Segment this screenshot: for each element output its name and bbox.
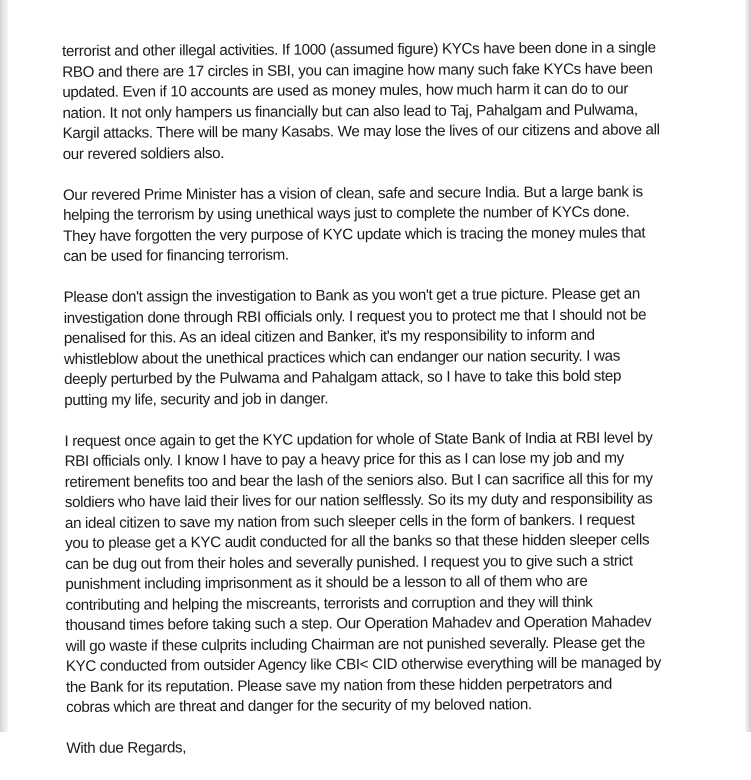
text-line: punishment including imprisonment as it should be a lesson to all of them who are [65, 572, 588, 593]
paragraph-prime-minister-vision [63, 182, 713, 268]
closing-salutation: With due Regards, [66, 739, 187, 757]
text-line: helping the terrorism by using unethical ways just to complete the number of KYCs done. [63, 203, 630, 224]
text-line: contributing and helping the miscreants, terrorists and corruption and they will think [65, 593, 593, 614]
page-edge-shadow-left [0, 0, 8, 732]
text-line: an ideal citizen to save my nation from such sleeper cells in the form of bankers. I request [64, 511, 635, 532]
text-line: RBO and there are 17 circles in SBI, you can imagine how many such fake KYCs have been [62, 59, 653, 81]
text-line: can be used for financing terrorism. [63, 246, 289, 265]
text-line: can be dug out from their holes and severally punished. I request you to give such a strict [65, 552, 633, 573]
text-line: retirement benefits too and bear the lash of the seniors also. But I can sacrifice all this for my [64, 469, 653, 491]
text-line: the Bank for its reputation. Please save my nation from these hidden perpetrators and [65, 675, 613, 696]
text-line: thousand times before taking such a step. Our Operation Mahadev and Operation Mahadev [65, 613, 652, 634]
text-line: nation. It not only hampers us financially but can also lead to Taj, Pahalgam and Pulwama, [62, 100, 638, 122]
text-line: whistleblow about the unethical practices which can endanger our nation security. I was [63, 347, 620, 368]
text-line: I request once again to get the KYC updation for whole of State Bank of India at RBI level by [64, 428, 653, 450]
text-line: penalised for this. As an ideal citizen and Banker, it's my responsibility to inform and [63, 326, 595, 347]
text-line: They have forgotten the very purpose of KYC update which is tracing the money mules that [63, 223, 646, 245]
text-line: will go waste if these culprits including Chairman are not punished severally. Please get the [65, 633, 645, 655]
page-edge-shadow-right [745, 0, 751, 732]
text-line: Kargil attacks. There will be many Kasabs. We may lose the lives of our citizens and above all [62, 121, 660, 142]
paragraph-kyc-impact [62, 38, 713, 165]
text-line: updated. Even if 10 accounts are used as money mules, how much harm it can do to our [62, 80, 629, 101]
letter-page [62, 38, 716, 780]
text-line: KYC conducted from outsider Agency like CBI< CID otherwise everything will be managed by [65, 654, 662, 675]
text-line: our revered soldiers also. [62, 144, 225, 163]
text-line: putting my life, security and job in danger. [64, 389, 329, 409]
text-line: RBI officials only. I know I have to pay a heavy price for this as I can lose my job and my [64, 449, 624, 470]
text-line: terrorist and other illegal activities. If 1000 (assumed figure) KYCs have been done in a single [62, 39, 656, 60]
text-line: you to please get a KYC audit conducted for all the banks so that these hidden sleeper cells [65, 531, 650, 552]
text-line: Our revered Prime Minister has a vision of clean, safe and secure India. But a large bank is [62, 182, 643, 204]
text-line: cobras which are threat and danger for the security of my beloved nation. [66, 696, 532, 716]
text-line: soldiers who have laid their lives for our nation selflessly. So its my duty and responsibility as [64, 490, 653, 511]
text-line: deeply perturbed by the Pulwama and Pahalgam attack, so I have to take this bold step [64, 367, 622, 388]
paragraph-kyc-audit-request [64, 428, 716, 719]
text-line: Please don't assign the investigation to Bank as you won't get a true picture. Please get an [63, 285, 641, 306]
paragraph-investigation-request [64, 284, 715, 411]
text-line: investigation done through RBI officials only. I request you to protect me that I should not be [63, 305, 647, 327]
